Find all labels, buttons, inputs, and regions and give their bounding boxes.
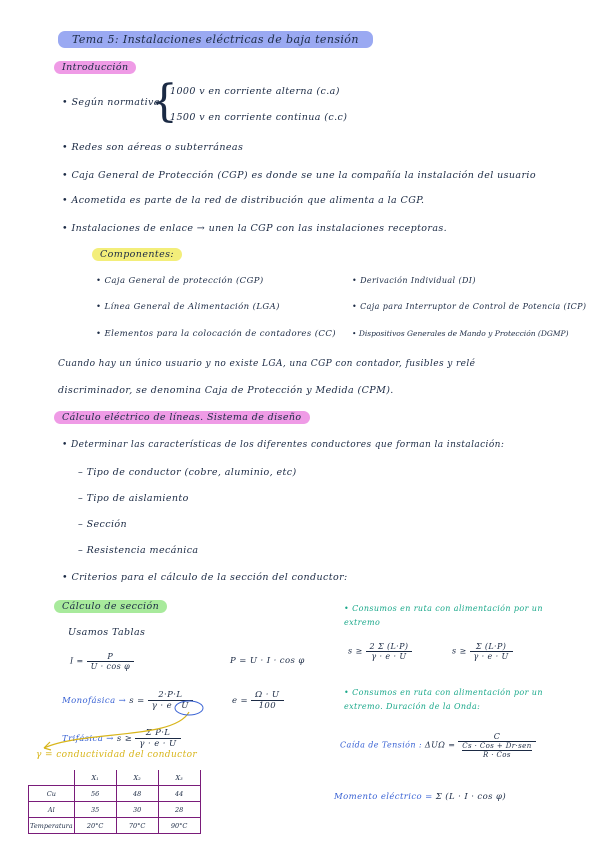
dash-icon: – bbox=[78, 519, 84, 530]
calc-item-3 bbox=[78, 519, 127, 530]
moment-formula bbox=[334, 792, 506, 802]
dash-icon: – bbox=[78, 467, 84, 478]
gamma-note: γ = conductividad del conductor bbox=[36, 750, 198, 760]
voltage-drop-formula bbox=[340, 732, 536, 759]
bullet-icon: • bbox=[62, 195, 69, 206]
intro-bullet-2-text: Caja General de Protección (CGP) es donde se une la compañía la instalación del usuario bbox=[71, 170, 536, 181]
s2-fraction bbox=[470, 642, 513, 661]
calc-bullet-2-text: Criterios para el cálculo de la sección del conductor: bbox=[71, 572, 348, 583]
table-cell: Temperatura bbox=[29, 818, 75, 834]
component-left-1 bbox=[96, 276, 264, 286]
drop-den: 100 bbox=[258, 701, 277, 711]
bullet-icon: • bbox=[62, 97, 69, 108]
s1-den: γ · e · U bbox=[371, 652, 407, 661]
table-header-row bbox=[29, 770, 201, 786]
section-intro-heading bbox=[54, 61, 136, 74]
calc-item-4 bbox=[78, 545, 199, 556]
voltage-drop-den bbox=[458, 742, 535, 759]
bullet-icon: • bbox=[344, 604, 350, 613]
s1-lhs: s ≥ bbox=[348, 646, 363, 656]
table-cell: 90°C bbox=[158, 818, 200, 834]
bullet-icon: • bbox=[62, 572, 69, 583]
s-formula-1 bbox=[348, 642, 412, 661]
s1-fraction bbox=[366, 642, 413, 661]
intro-bullet-1 bbox=[62, 142, 243, 153]
brace-icon: { bbox=[150, 76, 178, 127]
components-label: Componentes: bbox=[100, 249, 174, 260]
mono-den: γ · e · U bbox=[151, 701, 189, 711]
table-cell: X₂ bbox=[116, 770, 158, 786]
bullet-icon: • bbox=[62, 223, 69, 234]
norm-cc: 1500 v en corriente continua (c.c) bbox=[170, 112, 348, 123]
drop-fraction bbox=[251, 690, 283, 711]
current-num: P bbox=[87, 652, 135, 662]
component-right-1-text: Derivación Individual (DI) bbox=[360, 276, 476, 285]
section-calc-subheading bbox=[54, 600, 167, 613]
component-right-3 bbox=[352, 329, 569, 338]
table-cell: Cu bbox=[29, 786, 75, 802]
component-right-1 bbox=[352, 276, 476, 285]
current-formula bbox=[70, 652, 134, 671]
component-left-1-text: Caja General de protección (CGP) bbox=[104, 276, 264, 286]
bullet-icon: • bbox=[62, 440, 68, 450]
conductivity-table bbox=[28, 770, 201, 834]
bullet-icon: • bbox=[352, 276, 358, 285]
table-cell: 30 bbox=[116, 802, 158, 818]
intro-bullet-3-text: Acometida es parte de la red de distribución que alimenta a la CGP. bbox=[71, 195, 425, 206]
intro-bullet-4 bbox=[62, 223, 447, 234]
table-cell: 70°C bbox=[116, 818, 158, 834]
bullet-icon: • bbox=[96, 276, 102, 286]
table-row bbox=[29, 802, 201, 818]
voltage-drop-lhs: ΔUΩ = bbox=[424, 740, 456, 750]
voltage-drop-fraction bbox=[458, 732, 535, 759]
intro-bullet-1-text: Redes son aéreas o subterráneas bbox=[71, 142, 244, 153]
component-left-2-text: Línea General de Alimentación (LGA) bbox=[104, 302, 280, 312]
calc-item-3-text: Sección bbox=[86, 519, 128, 530]
current-den: U · cos φ bbox=[90, 662, 131, 671]
s2-num: Σ (L·P) bbox=[470, 642, 513, 652]
tri-s: s ≥ bbox=[116, 734, 133, 744]
mono-label: Monofásica → bbox=[62, 696, 127, 706]
intro-bullet-3 bbox=[62, 195, 424, 206]
mono-num: 2·P·L bbox=[148, 690, 193, 701]
calc-item-2 bbox=[78, 493, 189, 504]
s1-num: 2 Σ (L·P) bbox=[366, 642, 413, 652]
page-title bbox=[58, 31, 373, 48]
component-right-2-text: Caja para Interruptor de Control de Potencia (ICP) bbox=[360, 302, 587, 311]
calc-item-1 bbox=[78, 467, 297, 478]
bullet-icon: • bbox=[96, 302, 102, 312]
drop-lhs: e = bbox=[232, 696, 249, 706]
table-cell: 48 bbox=[116, 786, 158, 802]
components-note-line-2: discriminador, se denomina Caja de Protección y Medida (CPM). bbox=[58, 385, 394, 396]
bullet-icon: • bbox=[352, 329, 357, 338]
table-cell: X₃ bbox=[158, 770, 200, 786]
bullet-icon: • bbox=[352, 302, 358, 311]
component-left-3-text: Elementos para la colocación de contadores (CC) bbox=[104, 329, 336, 339]
bullet-icon: • bbox=[96, 329, 102, 339]
current-fraction bbox=[87, 652, 135, 671]
s2-lhs: s ≥ bbox=[452, 646, 467, 656]
voltage-drop-num: C bbox=[458, 732, 535, 742]
calc-bullet-2 bbox=[62, 572, 348, 583]
component-right-2 bbox=[352, 302, 586, 311]
section-subheading-label: Cálculo de sección bbox=[62, 601, 160, 612]
voltage-drop-den-top: Cs · Cos + Dr·sen bbox=[462, 742, 532, 750]
current-lhs: I = bbox=[70, 656, 84, 666]
component-left-2 bbox=[96, 302, 280, 312]
component-left-3 bbox=[96, 329, 336, 339]
section-calc-heading bbox=[54, 411, 310, 424]
calc-bullet-1-text: Determinar las características de los diferentes conductores que forman la instalación: bbox=[70, 440, 505, 450]
table-cell: 56 bbox=[74, 786, 116, 802]
bullet-icon: • bbox=[62, 142, 69, 153]
page-title-text: Tema 5: Instalaciones eléctricas de baja tensión bbox=[72, 33, 359, 46]
drop-num: Ω · U bbox=[251, 690, 283, 701]
section-intro-label: Introducción bbox=[62, 62, 129, 73]
calc-bullet-1 bbox=[62, 440, 504, 450]
voltage-drop-den-bottom: R · Cos bbox=[482, 751, 511, 759]
tri-label: Trifásica → bbox=[62, 734, 114, 744]
s2-den: γ · e · U bbox=[473, 652, 509, 661]
intro-bullet-2 bbox=[62, 170, 536, 181]
s-formula-2 bbox=[452, 642, 513, 661]
moment-value: Σ (L · I · cos φ) bbox=[435, 792, 507, 802]
table-cell: X₁ bbox=[74, 770, 116, 786]
bullet-icon: • bbox=[62, 170, 69, 181]
section-calc-label: Cálculo eléctrico de líneas. Sistema de diseño bbox=[62, 412, 302, 423]
voltage-drop-label: Caída de Tensión : bbox=[340, 740, 422, 750]
table-cell: 35 bbox=[74, 802, 116, 818]
intro-bullet-4-text: Instalaciones de enlace → unen la CGP con las instalaciones receptoras. bbox=[71, 223, 448, 234]
calc-item-1-text: Tipo de conductor (cobre, aluminio, etc) bbox=[86, 467, 297, 478]
table-row bbox=[29, 818, 201, 834]
moment-label: Momento eléctrico = bbox=[334, 792, 433, 802]
components-note-line-1: Cuando hay un único usuario y no existe LGA, una CGP con contador, fusibles y relé bbox=[58, 359, 476, 369]
calc-item-4-text: Resistencia mecánica bbox=[86, 545, 199, 556]
tri-den: γ · e · U bbox=[139, 739, 177, 749]
tri-num: Σ P·L bbox=[135, 728, 180, 739]
note-consumos-1-text: Consumos en ruta con alimentación por un extremo bbox=[344, 604, 543, 627]
note-consumos-1 bbox=[344, 602, 564, 630]
table-cell: Al bbox=[29, 802, 75, 818]
mono-s: s = bbox=[129, 696, 145, 706]
dash-icon: – bbox=[78, 545, 84, 556]
table-row bbox=[29, 786, 201, 802]
norm-label: Según normativa bbox=[71, 97, 160, 108]
component-right-3-text: Dispositivos Generales de Mando y Protección (DGMP) bbox=[358, 329, 569, 338]
power-formula: P = U · I · cos φ bbox=[230, 656, 305, 666]
dash-icon: – bbox=[78, 493, 84, 504]
bullet-icon: • bbox=[344, 688, 350, 697]
table-cell: 28 bbox=[158, 802, 200, 818]
table-cell bbox=[29, 770, 75, 786]
table-cell: 44 bbox=[158, 786, 200, 802]
norm-item bbox=[62, 97, 160, 108]
components-heading bbox=[92, 248, 182, 261]
drop-formula bbox=[232, 690, 284, 711]
calc-item-2-text: Tipo de aislamiento bbox=[86, 493, 189, 504]
tables-heading: Usamos Tablas bbox=[68, 627, 146, 638]
note-consumos-2-text: Consumos en ruta con alimentación por un extremo. Duración de la Onda: bbox=[344, 688, 543, 711]
table-cell: 20°C bbox=[74, 818, 116, 834]
norm-ca: 1000 v en corriente alterna (c.a) bbox=[170, 86, 340, 97]
note-consumos-2 bbox=[344, 686, 564, 714]
